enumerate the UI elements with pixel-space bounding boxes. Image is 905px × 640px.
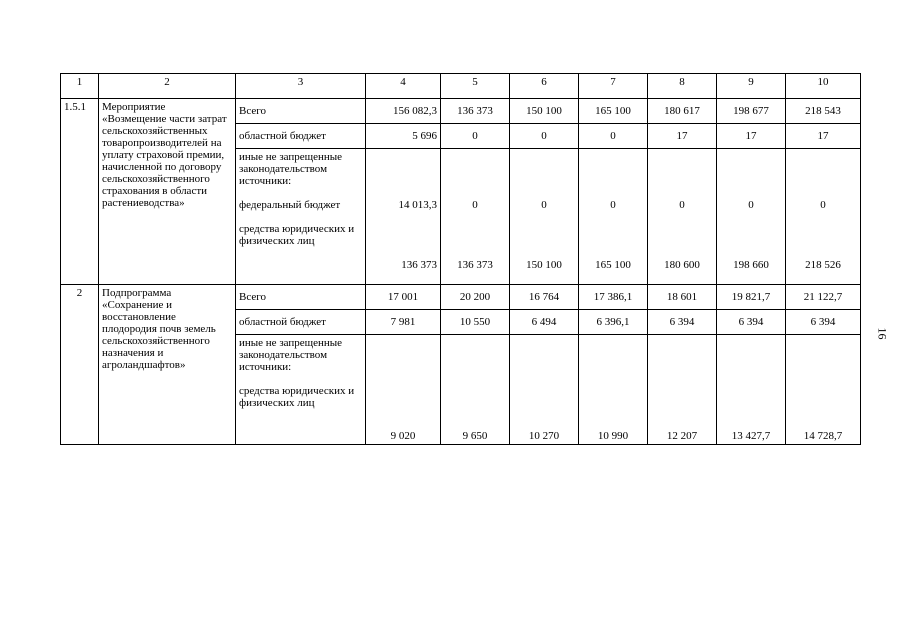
federal-label: федеральный бюджет [239,199,341,211]
value-cell: 12 207 [648,335,717,445]
value-cell: 6 394 [648,310,717,335]
column-header: 4 [366,74,441,99]
row-code: 2 [61,285,99,445]
table-row [61,99,861,124]
value-cell: 19 821,7 [717,285,786,310]
value-cell: 0 [579,124,648,149]
other-sources-label: иные не запрещенные законодательством источники: [239,337,343,373]
value-cell: 198 677 [717,99,786,124]
value-cell: 10 550 [441,310,510,335]
value-cell: 156 082,3 [366,99,441,124]
source-label: областной бюджет [236,124,366,149]
source-label: Всего [236,285,366,310]
column-header: 9 [717,74,786,99]
value-cell: 6 494 [510,310,579,335]
value-cell: 7 981 [366,310,441,335]
value-cell: 17 [648,124,717,149]
value-cell: 20 200 [441,285,510,310]
column-header: 6 [510,74,579,99]
value-cell: 0 136 373 [441,149,510,285]
value-cell: 0 165 100 [579,149,648,285]
value-cell: 6 396,1 [579,310,648,335]
column-header: 7 [579,74,648,99]
value-cell: 9 650 [441,335,510,445]
other-sources-label: иные не запрещенные законодательством источники: [239,151,343,187]
value-cell: 6 394 [786,310,861,335]
value-cell: 5 696 [366,124,441,149]
value-cell: 17 386,1 [579,285,648,310]
value-cell: 14 728,7 [786,335,861,445]
value-cell: 218 543 [786,99,861,124]
row-name: Подпрограмма «Сохранение и восстановление плодородия почв земель сельскохозяйственного назначения и агроландшафтов» [99,285,236,445]
value-cell: 0 180 600 [648,149,717,285]
table-row [61,285,861,310]
value-cell: 0 150 100 [510,149,579,285]
value-cell: 13 427,7 [717,335,786,445]
budget-table [60,73,861,445]
private-label: средства юридических и физических лиц [239,385,355,409]
column-header: 10 [786,74,861,99]
value-cell: 16 764 [510,285,579,310]
source-label: Всего [236,99,366,124]
row-code: 1.5.1 [61,99,99,285]
value-cell: 180 617 [648,99,717,124]
value-cell: 150 100 [510,99,579,124]
source-label-cell [236,149,366,285]
column-header: 3 [236,74,366,99]
column-header: 1 [61,74,99,99]
source-label: областной бюджет [236,310,366,335]
value-cell: 17 001 [366,285,441,310]
column-header: 8 [648,74,717,99]
private-label: средства юридических и физических лиц [239,223,355,247]
value-cell: 9 020 [366,335,441,445]
value-cell: 0 198 660 [717,149,786,285]
value-cell: 10 990 [579,335,648,445]
column-header: 2 [99,74,236,99]
value-cell: 0 [510,124,579,149]
value-cell: 0 218 526 [786,149,861,285]
value-cell: 136 373 [441,99,510,124]
value-cell: 165 100 [579,99,648,124]
column-header: 5 [441,74,510,99]
page-number: 16 [875,327,890,340]
value-cell: 21 122,7 [786,285,861,310]
value-cell: 14 013,3 136 373 [366,149,441,285]
value-cell: 18 601 [648,285,717,310]
value-cell: 0 [441,124,510,149]
source-label-cell [236,335,366,445]
value-cell: 6 394 [717,310,786,335]
row-name: Мероприятие «Возмещение части затрат сельскохозяйственных товаропроизводителей на уплату страховой премии, начисленной по договору сельскохозяйственного страхования в области растениеводства» [99,99,236,285]
value-cell: 10 270 [510,335,579,445]
value-cell: 17 [786,124,861,149]
table-header-row [61,74,861,99]
value-cell: 17 [717,124,786,149]
